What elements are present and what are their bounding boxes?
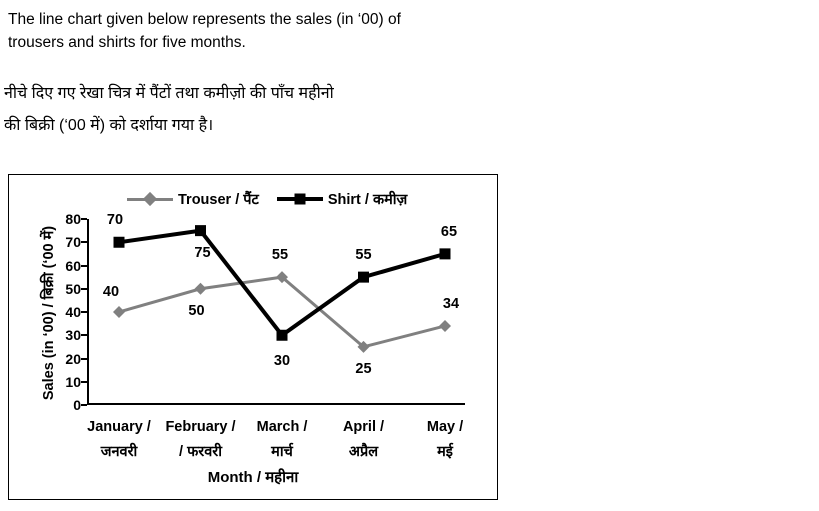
- x-axis-title: Month / महीना: [207, 469, 299, 486]
- x-tick-labels: [87, 409, 465, 469]
- legend-line-trouser-icon: [127, 198, 173, 201]
- question-hindi-line-2: की बिक्री (‘00 में) को दर्शाया गया है।: [4, 117, 214, 134]
- x-tick-label-hi: मार्च: [271, 444, 293, 460]
- y-tick-label: 70: [65, 234, 81, 251]
- y-tick-label: 20: [65, 350, 81, 367]
- x-tick-label: [165, 415, 235, 465]
- x-tick-label: [343, 415, 384, 465]
- question-english: [8, 8, 548, 54]
- data-label: 55: [355, 247, 372, 264]
- x-tick-label-en: May /: [426, 419, 464, 435]
- data-point-marker: [195, 225, 206, 236]
- x-tick-label-en: March /: [256, 419, 308, 435]
- data-label: 70: [106, 212, 124, 229]
- legend-line-shirt-icon: [277, 197, 323, 201]
- y-tick-label: 60: [65, 257, 81, 274]
- x-tick-label-hi: / फरवरी: [179, 444, 222, 460]
- x-tick-label-hi: जनवरी: [100, 444, 138, 460]
- data-point-marker: [113, 306, 125, 318]
- data-point-marker: [277, 330, 288, 341]
- y-tick-label: 40: [65, 304, 81, 320]
- diamond-marker-icon: [143, 192, 157, 206]
- data-label: 40: [102, 284, 120, 300]
- data-point-marker: [440, 248, 451, 259]
- x-tick-label-en: January /: [87, 419, 151, 435]
- data-label: 75: [194, 244, 211, 261]
- question-hindi: [4, 78, 624, 142]
- y-tick-label: 10: [65, 373, 81, 390]
- x-tick-label: [257, 415, 308, 465]
- data-point-marker: [358, 272, 369, 283]
- legend-label-shirt: Shirt / कमीज़: [327, 192, 408, 208]
- legend-item-shirt: [277, 189, 407, 209]
- data-point-marker: [439, 320, 451, 332]
- chart-legend: [127, 189, 407, 209]
- y-tick-label: 50: [65, 280, 81, 297]
- x-tick-label-en: February /: [165, 419, 236, 435]
- y-axis-title: Sales (in ‘00) / बिक्री (‘00 में): [41, 225, 57, 401]
- y-tick-label: 30: [65, 327, 81, 344]
- question-hindi-line-1: नीचे दिए गए रेखा चित्र में पैंटों तथा कमीज़ो की पाँच महीनो: [4, 85, 334, 102]
- question-english-line-2: trousers and shirts for five months.: [8, 34, 246, 51]
- x-tick-label-hi: अप्रैल: [348, 444, 379, 460]
- data-label: 65: [440, 223, 458, 240]
- data-label: 25: [355, 360, 372, 377]
- legend-item-trouser: [127, 189, 259, 209]
- data-label: 34: [442, 295, 460, 312]
- y-tick-label: 0: [73, 397, 81, 413]
- square-marker-icon: [294, 194, 305, 205]
- line-chart: [8, 174, 498, 500]
- data-label: 30: [273, 353, 291, 370]
- legend-label-trouser: Trouser / पैंट: [178, 192, 259, 208]
- plot-area: [65, 211, 465, 413]
- y-tick-label: 80: [65, 211, 81, 227]
- data-label: 50: [188, 302, 205, 319]
- question-english-line-1: The line chart given below represents the sales (in ‘00) of: [8, 11, 401, 28]
- data-label: 55: [271, 247, 289, 264]
- data-point-marker: [114, 237, 125, 248]
- data-point-marker: [195, 283, 207, 295]
- x-tick-label: [427, 415, 463, 465]
- x-tick-label: [87, 415, 151, 465]
- x-tick-label-hi: मई: [437, 444, 453, 460]
- x-tick-label-en: April /: [342, 419, 385, 435]
